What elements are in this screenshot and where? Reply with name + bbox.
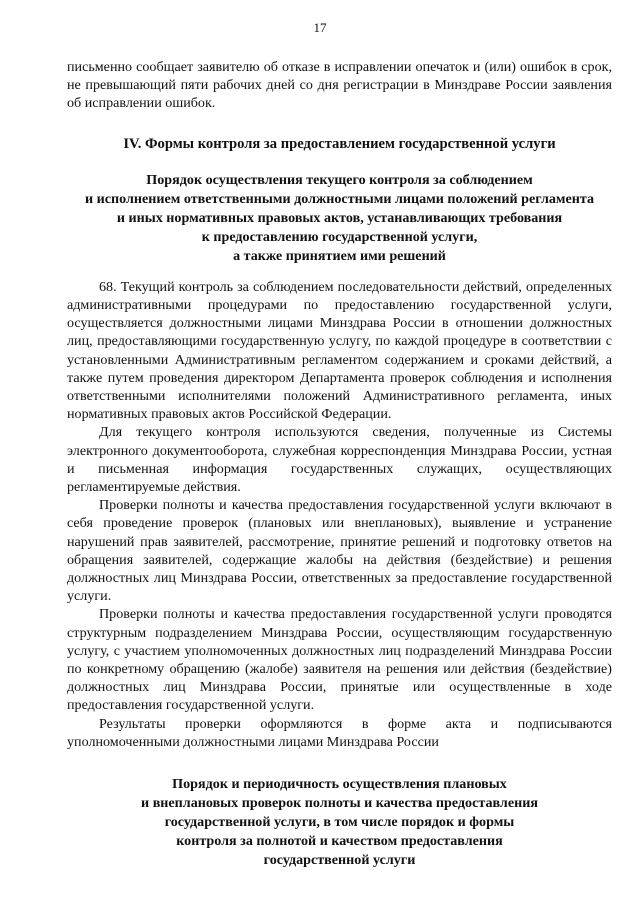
page-number: 17 xyxy=(313,20,327,35)
paragraph-results: Результаты проверки оформляются в форме акта и подписываются уполномоченными должностными лицами Минздрава России xyxy=(67,715,612,750)
subheading-line: и исполнением ответственными должностными лицами положений регламента xyxy=(84,190,595,207)
section-title: IV. Формы контроля за предоставлением государственной услуги xyxy=(123,135,556,152)
subheading-line: Порядок и периодичность осуществления плановых xyxy=(172,776,507,793)
subheading-line: Порядок осуществления текущего контроля за соблюдением xyxy=(146,171,533,188)
paragraph-checks-conducted: Проверки полноты и качества предоставления государственной услуги проводятся структурным подразделением Минздрава России, осуществляющим государственную услугу, с участием уполномоченных должностных лиц подразделений Минздрава России по конкретному обращению (жалобе) заявителя на решения или действия (бездействие) должностных лиц Минздрава России, принятые или осуществленные в ходе предоставления государственной услуги. xyxy=(67,606,612,714)
subheading-line: государственной услуги xyxy=(263,852,416,869)
subheading-inspections xyxy=(67,775,612,870)
subheading-line: и иных нормативных правовых актов, устанавливающих требования xyxy=(116,209,563,226)
subheading-line: контроля за полнотой и качеством предоставления xyxy=(176,833,503,850)
paragraph-sources: Для текущего контроля используются сведения, полученные из Системы электронного документооборота, служебная корреспонденция Минздрава России, устная и письменная информация государственных служащих, осуществляющих регламентируемые действия. xyxy=(67,424,612,496)
document-body xyxy=(67,58,612,882)
subheading-line: к предоставлению государственной услуги, xyxy=(201,228,478,245)
subheading-current-control xyxy=(67,171,612,266)
paragraph-68: 68. Текущий контроль за соблюдением последовательности действий, определенных административными процедурами по предоставлению государственной услуги, осуществляется должностными лицами Минздрава России в отношении должностных лиц, предоставляющими государственную услугу, по каждой процедуре в соответствии с установленными Административным регламентом содержанием и сроками действий, а также путем проведения директором Департамента проверок соблюдения и исполнения ответственными исполнителями положений Административного регламента, иных нормативных правовых актов Российской Федерации. xyxy=(67,278,612,423)
subheading-line: а также принятием ими решений xyxy=(233,247,446,264)
subheading-line: и внеплановых проверок полноты и качества предоставления xyxy=(141,795,538,812)
subheading-line: государственной услуги, в том числе порядок и формы xyxy=(164,814,515,831)
intro-paragraph: письменно сообщает заявителю об отказе в исправлении опечаток и (или) ошибок в срок, не превышающий пяти рабочих дней со дня регистрации в Минздраве России заявления об исправлении ошибок. xyxy=(67,59,612,112)
paragraph-checks-include: Проверки полноты и качества предоставления государственной услуги включают в себя проведение проверок (плановых или внеплановых), выявление и устранение нарушений прав заявителей, рассмотрение, принятие решений и подготовку ответов на обращения заявителей, содержащие жалобы на действия (бездействие) и решения должностных лиц Минздрава России, ответственных за предоставление государственной услуги. xyxy=(67,497,612,605)
